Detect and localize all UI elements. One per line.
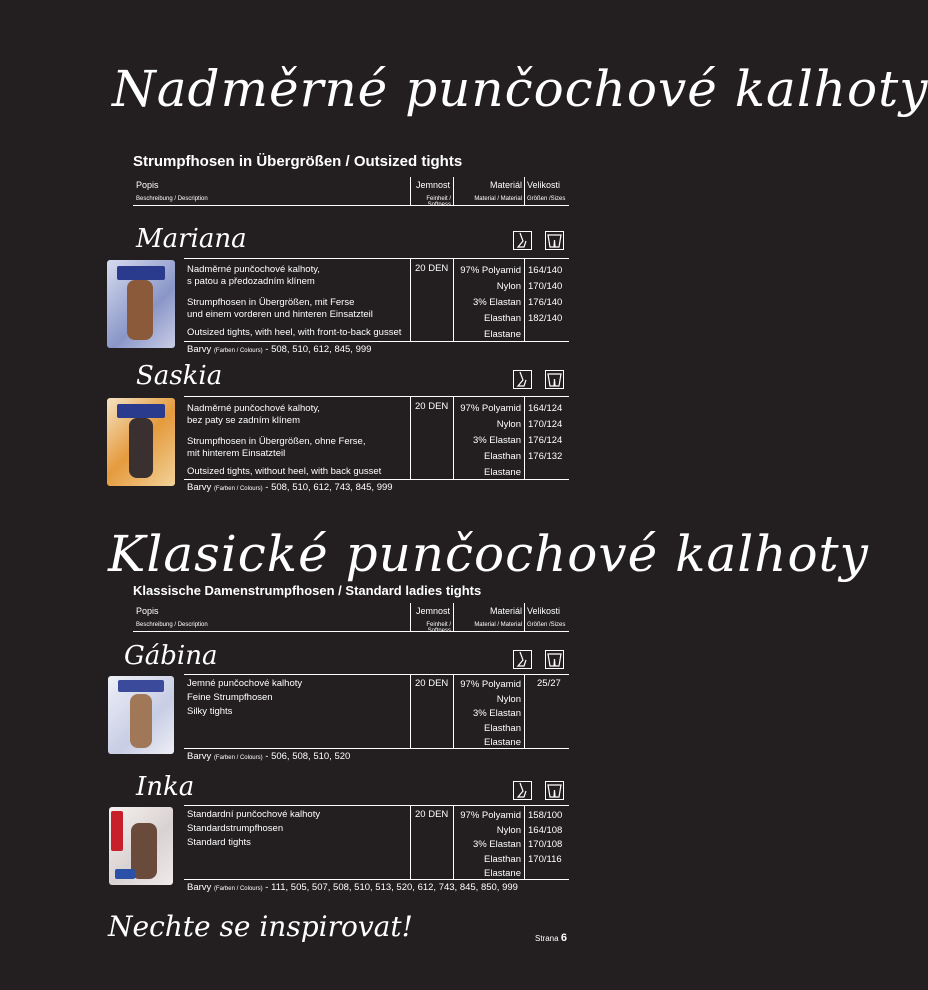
- footer-slogan: Nechte se inspirovat!: [108, 910, 413, 943]
- table-header: [133, 177, 569, 207]
- size-item: 170/108: [528, 839, 563, 850]
- material-item: 97% Polyamid: [460, 265, 521, 276]
- desc-line: Nadměrné punčochové kalhoty,: [187, 264, 320, 275]
- colors-sub: (Farben / Colours): [213, 886, 263, 892]
- product-desc-mariana: [187, 264, 412, 339]
- material-item: Elastane: [484, 467, 521, 478]
- size-item: 164/140: [528, 265, 563, 276]
- material-item: Elasthan: [484, 853, 521, 865]
- size-item: 182/140: [528, 313, 563, 324]
- colors-label: Barvy: [187, 751, 212, 762]
- material-item: Nylon: [496, 693, 521, 705]
- desc-line: s patou a předozadním klínem: [187, 276, 315, 287]
- header-jemnost-sub: Feinheit /: [426, 622, 451, 628]
- product-name-mariana: Mariana: [136, 224, 247, 254]
- header-jemnost-sub: Feinheit /: [426, 196, 451, 202]
- material-list: [455, 678, 521, 751]
- header-velikosti: Velikosti: [527, 606, 561, 616]
- sizes-list: [528, 263, 562, 327]
- desc-line: mit hinterem Einsatzteil: [187, 448, 286, 459]
- header-jemnost: Jemnost: [415, 606, 450, 616]
- material-item: 3% Elastan: [472, 708, 521, 719]
- sizes-list: [528, 809, 562, 867]
- material-item: Nylon: [496, 824, 521, 836]
- section-subtitle-classic: Klassische Damenstrumpfhosen / Standard ladies tights: [133, 583, 482, 598]
- desc-line: Standardní punčochové kalhoty: [187, 809, 321, 820]
- page-number: [535, 932, 567, 944]
- material-list: [455, 263, 521, 343]
- colors-sub: (Farben / Colours): [213, 755, 263, 761]
- page-number-value: 6: [560, 932, 567, 944]
- size-item: 164/124: [528, 403, 563, 414]
- sizes-list: [528, 401, 562, 465]
- size-item: 170/116: [528, 853, 562, 865]
- material-list: [455, 401, 521, 481]
- colors-row: [187, 751, 350, 764]
- desc-line: Outsized tights, with heel, with front-to-back gusset: [187, 327, 402, 338]
- header-material: Materiál: [489, 180, 522, 190]
- section-title-outsized: Nadměrné punčochové kalhoty: [112, 60, 928, 118]
- size-item: 170/140: [528, 281, 563, 292]
- material-item: 3% Elastan: [472, 435, 521, 446]
- desc-line: Feine Strumpfhosen: [187, 692, 273, 703]
- size-item: 176/140: [528, 297, 563, 308]
- product-package-mariana: [107, 260, 175, 348]
- brief-gusset-icon: [545, 781, 564, 800]
- colors-row: [187, 344, 371, 357]
- desc-line: Silky tights: [187, 706, 233, 717]
- brief-gusset-icon: [545, 231, 564, 250]
- colors-values: - 508, 510, 612, 743, 845, 999: [265, 482, 393, 493]
- section-subtitle-outsized: Strumpfhosen in Übergrößen / Outsized tights: [133, 153, 463, 170]
- material-item: 3% Elastan: [472, 839, 521, 850]
- header-velikosti: Velikosti: [527, 180, 561, 190]
- desc-line: Strumpfhosen in Übergrößen, mit Ferse: [187, 297, 355, 308]
- colors-label: Barvy: [187, 882, 212, 893]
- product-name-saskia: Saskia: [136, 361, 223, 391]
- desc-line: bez paty se zadním klínem: [187, 415, 300, 426]
- desc-line: Jemné punčochové kalhoty: [187, 678, 303, 689]
- material-item: Elasthan: [484, 722, 521, 734]
- colors-label: Barvy: [187, 344, 212, 355]
- header-velikosti-sub: Größen /Sizes: [527, 196, 566, 202]
- header-material: Materiál: [489, 606, 522, 616]
- size-item: 176/132: [528, 451, 563, 462]
- header-popis: Popis: [136, 606, 159, 616]
- material-item: 97% Polyamid: [460, 810, 521, 821]
- colors-row: [187, 882, 518, 895]
- material-item: 97% Polyamid: [460, 403, 521, 414]
- header-material-sub: Material / Material: [474, 196, 522, 202]
- den-value: 20 DEN: [415, 809, 449, 820]
- product-package-gabina: [108, 676, 174, 754]
- header-popis-sub: Beschreibung / Description: [136, 622, 208, 628]
- desc-line: Standard tights: [187, 837, 251, 848]
- colors-sub: (Farben / Colours): [213, 348, 263, 354]
- header-material-sub: Material / Material: [474, 622, 522, 628]
- product-name-inka: Inka: [136, 772, 195, 802]
- size-item: 170/124: [528, 419, 563, 430]
- leg-heel-icon: [513, 781, 532, 800]
- header-jemnost: Jemnost: [415, 180, 450, 190]
- material-item: Elasthan: [484, 313, 521, 324]
- size-item: 25/27: [537, 678, 561, 689]
- colors-values: - 508, 510, 612, 845, 999: [265, 344, 372, 355]
- den-value: 20 DEN: [415, 401, 449, 412]
- table-header: [133, 603, 569, 633]
- material-item: Elastane: [484, 737, 521, 748]
- desc-line: Nadměrné punčochové kalhoty,: [187, 403, 320, 414]
- product-desc-gabina: [187, 677, 412, 719]
- brief-gusset-icon: [545, 650, 564, 669]
- desc-line: Strumpfhosen in Übergrößen, ohne Ferse,: [187, 436, 366, 447]
- size-item: 176/124: [528, 435, 563, 446]
- product-desc-saskia: [187, 403, 412, 478]
- product-desc-inka: [187, 808, 412, 850]
- material-item: Nylon: [496, 419, 521, 430]
- header-popis: Popis: [136, 180, 159, 190]
- header-velikosti-sub: Größen /Sizes: [527, 622, 566, 628]
- desc-line: Standardstrumpfhosen: [187, 823, 284, 834]
- desc-line: Outsized tights, without heel, with back gusset: [187, 466, 382, 477]
- brief-gusset-icon: [545, 370, 564, 389]
- material-item: Nylon: [496, 281, 521, 292]
- material-item: 3% Elastan: [472, 297, 521, 308]
- colors-sub: (Farben / Colours): [213, 486, 263, 492]
- den-value: 20 DEN: [415, 263, 449, 274]
- size-item: 164/108: [528, 824, 563, 836]
- product-name-gabina: Gábina: [124, 641, 218, 671]
- section-title-classic: Klasické punčochové kalhoty: [108, 525, 869, 583]
- header-popis-sub: Beschreibung / Description: [136, 196, 208, 202]
- material-item: Elastane: [484, 868, 521, 879]
- den-value: 20 DEN: [415, 678, 449, 689]
- product-package-inka: [109, 807, 173, 885]
- leg-heel-icon: [513, 231, 532, 250]
- leg-heel-icon: [513, 370, 532, 389]
- material-item: 97% Polyamid: [460, 679, 521, 690]
- page-label: Strana: [535, 934, 559, 943]
- material-item: Elasthan: [484, 451, 521, 462]
- size-item: 158/100: [528, 810, 563, 821]
- product-package-saskia: [107, 398, 175, 486]
- material-item: Elastane: [484, 329, 521, 340]
- material-list: [455, 809, 521, 882]
- colors-values: - 506, 508, 510, 520: [265, 751, 351, 762]
- colors-values: - 111, 505, 507, 508, 510, 513, 520, 612, 743, 845, 850, 999: [265, 882, 518, 893]
- colors-row: [187, 482, 393, 495]
- sizes-list: [537, 678, 561, 690]
- colors-label: Barvy: [187, 482, 212, 493]
- desc-line: und einem vorderen und hinteren Einsatzteil: [187, 309, 373, 320]
- leg-heel-icon: [513, 650, 532, 669]
